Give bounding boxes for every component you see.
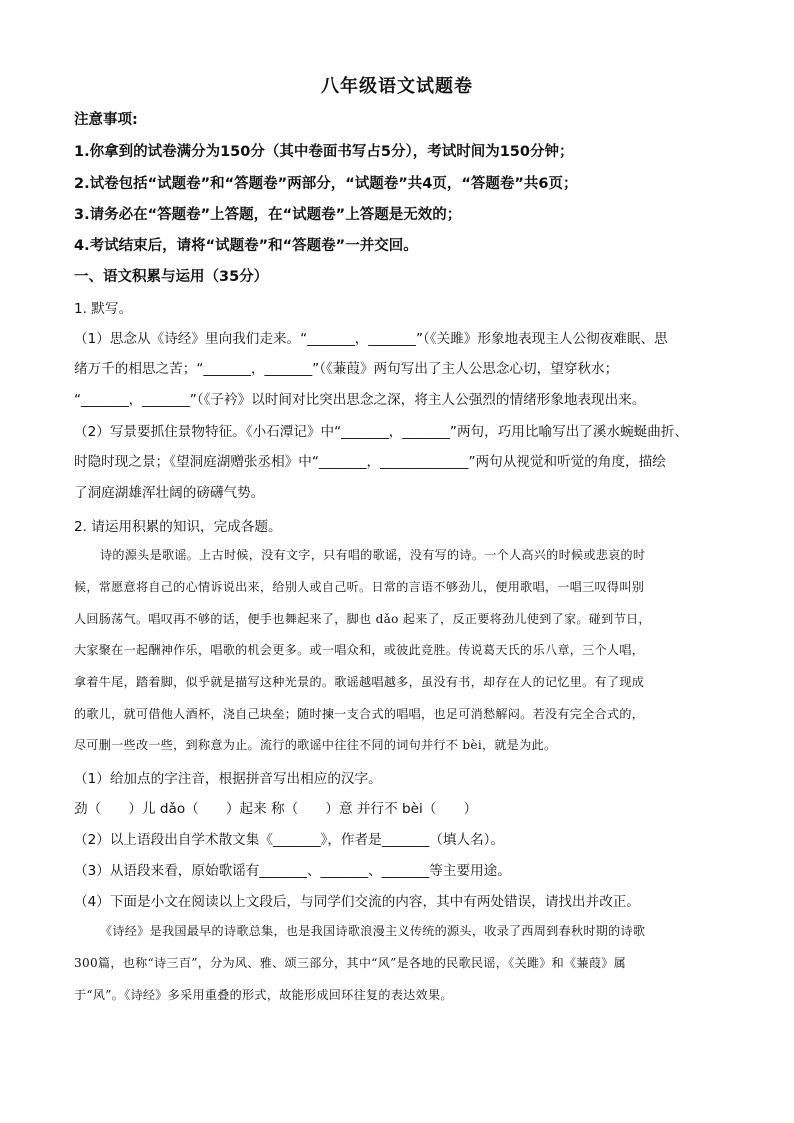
question-text-line: 时隐时现之景；《望洞庭湖赠张丞相》中“_______，_____________”两句从视觉和听觉的角度，描绘 — [74, 454, 666, 470]
question-text-line: 了洞庭湖雄浑壮阔的磅礴气势。 — [74, 485, 265, 501]
sub-question: （4）下面是小文在阅读以上文段后，与同学们交流的内容，其中有两处错误，请找出并改正。 — [74, 894, 640, 910]
notice-item-4: 4.考试结束后，请将“试题卷”和“答题卷”一并交回。 — [74, 238, 418, 254]
passage-line: 人回肠荡气。唱叹再不够的话，便手也舞起来了，脚也 dǎo 起来了，反正要将劲儿使到了家。碰到节日， — [74, 612, 651, 626]
passage-line: 诗的源头是歌谣。上古时候，没有文字，只有唱的歌谣，没有写的诗。一个人高兴的时候或悲哀的时 — [100, 548, 646, 562]
question-1-heading: 1. 默写。 — [74, 301, 133, 317]
question-text-line: （2）写景要抓住景物特征。《小石潭记》中“_______，_______”两句，巧用比喻写出了溪水蜿蜒曲折、 — [74, 424, 689, 440]
notice-item-2: 2.试卷包括“试题卷”和“答题卷”两部分，“试题卷”共4页，“答题卷”共6页； — [74, 176, 578, 192]
passage-line: 300篇，也称“诗三百”，分为风、雅、颂三部分，其中“风”是各地的民歌民谣，《关雎》和《蒹葭》属 — [74, 956, 627, 970]
passage-line: 候，常愿意将自己的心情诉说出来，给别人或自己听。日常的言语不够劲儿，便用歌唱，一唱三叹得叫别 — [74, 580, 645, 594]
question-text-line: 绪万千的相思之苦；“_______，_______”（《蒹葭》两句写出了主人公思念心切，望穿秋水； — [74, 361, 619, 377]
notice-item-3: 3.请务必在“答题卷”上答题，在“试题卷”上答题是无效的； — [74, 207, 462, 223]
passage-line: 的歌儿，就可借他人酒杯，浇自己块垒；随时揀一支合式的唱唱，也足可消愁解闷。若没有完全合式的， — [74, 707, 645, 721]
passage-line: 《诗经》是我国最早的诗歌总集，也是我国诗歌浪漫主义传统的源头，收录了西周到春秋时期的诗歌 — [100, 924, 646, 938]
section-heading: 一、语文积累与运用（35分） — [74, 269, 269, 285]
sub-question-blanks: 劲（ ）儿 dǎo（ ）起来 称（ ）意 并行不 bèi（ ） — [74, 801, 478, 817]
page-title: 八年级语文试题卷 — [321, 76, 473, 97]
passage-line: 大家聚在一起酬神作乐，唱歌的机会更多。或一唱众和，或彼此竞胜。传说葛天氏的乐八章，三个人唱， — [74, 643, 645, 657]
passage-line: 拿着牛尾，踏着脚，似乎就是描写这种光景的。歌谣越唱越多，虽没有书，却存在人的记忆里。有了现成 — [74, 675, 645, 689]
sub-question: （3）从语段来看，原始歌谣有_______、_______、_______等主要用途。 — [74, 863, 511, 879]
notice-heading: 注意事项: — [74, 112, 138, 128]
passage-line: 尽可删一些改一些，到称意为止。流行的歌谣中往往不同的词句并行不 bèi，就是为此。 — [74, 738, 557, 752]
sub-question: （2）以上语段出自学术散文集《_______》，作者是_______（填人名）。 — [74, 832, 505, 848]
notice-item-1: 1.你拿到的试卷满分为150分（其中卷面书写占5分），考试时间为150分钟； — [74, 144, 574, 160]
question-2-heading: 2. 请运用积累的知识，完成各题。 — [74, 519, 282, 535]
passage-line: 于“风”。《诗经》多采用重叠的形式，故能形成回环往复的表达效果。 — [74, 988, 453, 1002]
question-text-line: “_______，_______”（《子衿》以时间对比突出思念之深，将主人公强烈的情绪形象地表现出来。 — [74, 392, 646, 408]
sub-question: （1）给加点的字注音，根据拼音写出相应的汉字。 — [74, 771, 382, 787]
question-text-line: （1）思念从《诗经》里向我们走来。“_______，_______”（《关雎》形象地表现主人公彻夜难眠、思 — [74, 331, 668, 347]
